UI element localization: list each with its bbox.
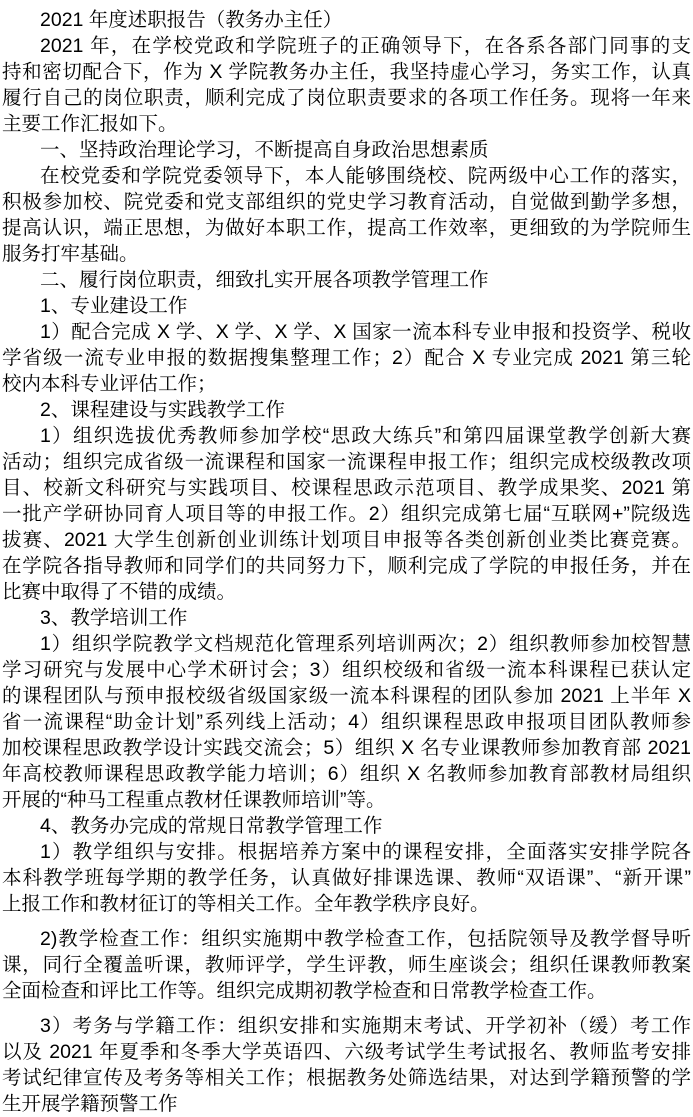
paragraph-line: 校内本科专业评估工作； [2,373,217,395]
paragraph-line: 以及 2021 年夏季和冬季大学英语四、六级考试学生考试报名、教师监考安排 [2,1041,691,1063]
paragraph-line: 课，同行全覆盖听课，教师评学，学生评教，师生座谈会；组织任课教师教案 [2,954,691,976]
heading-line: 3、教学培训工作 [40,607,188,629]
section-heading [2,137,691,163]
paragraph-line: 比赛中取得了不错的成绩。 [2,581,237,603]
paragraph [2,163,691,267]
document-title [2,7,691,33]
paragraph-line: 2021 年，在学校党政和学院班子的正确领导下，在各系各部门同事的支 [40,35,691,57]
section-heading [2,605,691,631]
paragraph [2,839,691,917]
paragraph-line: 活动；组织完成省级一流课程和国家一流课程申报工作；组织完成校级教改项 [2,451,691,473]
paragraph-line: 年高校教师课程思政教学能力培训；6）组织 X 名教师参加教育部教材局组织 [2,763,691,785]
paragraph-line: 考试纪律宣传及考务等相关工作；根据教务处筛选结果，对达到学籍预警的学 [2,1067,691,1089]
heading-line: 一、坚持政治理论学习，不断提高自身政治思想素质 [40,139,489,161]
paragraph-line: 的课程团队与预申报校级省级国家级一流本科课程的团队参加 2021 上半年 X [2,685,691,707]
paragraph [2,423,691,605]
paragraph-line: 主要工作汇报如下。 [2,113,178,135]
paragraph-line: 目、校新文科研究与实践项目、校课程思政示范项目、教学成果奖、2021 第 [2,477,691,499]
paragraph-line: 本科教学班每学期的教学任务，认真做好排课选课、教师“双语课”、“新开课” [2,867,691,889]
section-heading [2,397,691,423]
paragraph [2,319,691,397]
paragraph-line: 在校党委和学院党委领导下，本人能够围绕校、院两级中心工作的落实， [40,165,691,187]
paragraph-line: 1）组织选拔优秀教师参加学校“思政大练兵”和第四届课堂教学创新大赛 [40,425,691,447]
paragraph-line: 在学院各指导教师和同学们的共同努力下，顺利完成了学院的申报任务，并在 [2,555,691,577]
paragraph-line: 1）教学组织与安排。根据培养方案中的课程安排，全面落实安排学院各 [40,841,691,863]
heading-line: 1、专业建设工作 [40,295,188,317]
paragraph [2,33,691,137]
paragraph-line: 1）配合完成 X 学、X 学、X 学、X 国家一流本科专业申报和投资学、税收 [40,321,691,343]
paragraph-line: 2)教学检查工作：组织实施期中教学检查工作，包括院领导及教学督导听 [40,928,691,950]
paragraph [2,631,691,813]
paragraph-line: 省一流课程“助金计划”系列线上活动；4）组织课程思政申报项目团队教师参 [2,711,691,733]
paragraph-line: 生开展学籍预警工作 [2,1093,178,1115]
heading-line: 4、教务办完成的常规日常教学管理工作 [40,815,383,837]
paragraph-line: 积极参加校、院党委和党支部组织的党史学习教育活动，自觉做到勤学多想， [2,191,691,213]
section-heading [2,293,691,319]
paragraph-line: 上报工作和教材征订的等相关工作。全年教学秩序良好。 [2,893,490,915]
paragraph-line: 3）考务与学籍工作：组织安排和实施期末考试、开学初补（缓）考工作 [40,1015,691,1037]
paragraph-line: 学习研究与发展中心学术研讨会；3）组织校级和省级一流本科课程已获认定 [2,659,691,681]
section-heading [2,813,691,839]
paragraph-line: 全面检查和评比工作等。组织完成期初教学检查和日常教学检查工作。 [2,980,607,1002]
paragraph-line: 学省级一流专业申报的数据搜集整理工作；2）配合 X 专业完成 2021 第三轮 [2,347,691,369]
paragraph-line: 拔赛、2021 大学生创新创业训练计划项目申报等各类创新创业类比赛竞赛。 [2,529,691,551]
paragraph [2,926,691,1004]
paragraph-line: 持和密切配合下，作为 X 学院教务办主任，我坚持虚心学习，务实工作，认真 [2,61,691,83]
paragraph-line: 1）组织学院教学文档规范化管理系列培训两次；2）组织教师参加校智慧 [40,633,691,655]
paragraph-line: 提高认识，端正思想，为做好本职工作，提高工作效率，更细致的为学院师生 [2,217,691,239]
section-heading [2,267,691,293]
paragraph-line: 服务打牢基础。 [2,243,139,265]
document-title-line: 2021 年度述职报告（教务办主任） [40,9,343,31]
paragraph-line: 加校课程思政教学设计实践交流会；5）组织 X 名专业课教师参加教育部 2021 [2,737,691,759]
heading-line: 2、课程建设与实践教学工作 [40,399,285,421]
paragraph-line: 履行自己的岗位职责，顺利完成了岗位职责要求的各项工作任务。现将一年来 [2,87,691,109]
paragraph [2,1013,691,1117]
heading-line: 二、履行岗位职责，细致扎实开展各项教学管理工作 [40,269,489,291]
paragraph-line: 一批产学研协同育人项目等的申报工作。2）组织完成第七届“互联网+”院级选 [2,503,691,525]
paragraph-line: 开展的“种马工程重点教材任课教师培训”等。 [2,789,386,811]
